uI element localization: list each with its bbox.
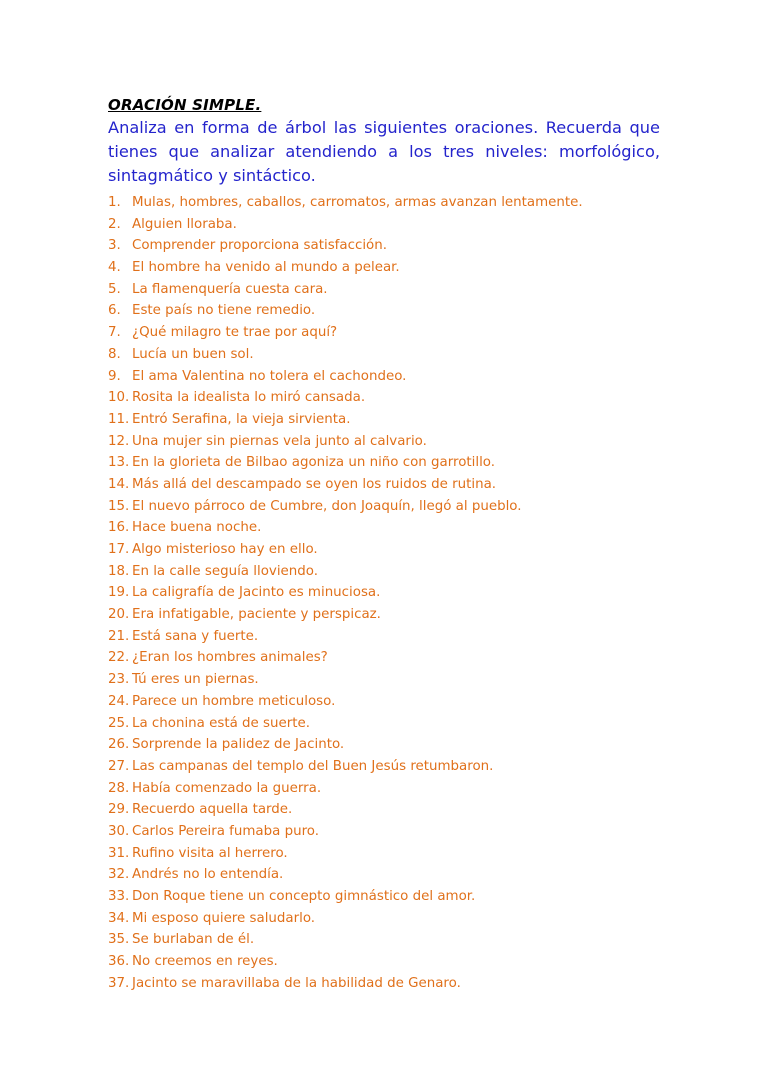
sentence-item bbox=[108, 973, 660, 995]
sentence-number: 13. bbox=[108, 455, 130, 471]
sentence-text: La caligrafía de Jacinto es minuciosa. bbox=[132, 585, 381, 601]
sentence-number: 3. bbox=[108, 238, 121, 254]
sentence-text: No creemos en reyes. bbox=[132, 954, 278, 970]
sentence-text: Era infatigable, paciente y perspicaz. bbox=[132, 607, 381, 623]
sentence-item bbox=[108, 951, 660, 973]
sentence-item bbox=[108, 604, 660, 626]
sentence-number: 37. bbox=[108, 975, 130, 991]
sentence-number: 18. bbox=[108, 563, 130, 579]
sentence-number: 25. bbox=[108, 715, 130, 731]
sentence-item bbox=[108, 582, 660, 604]
sentence-item bbox=[108, 756, 660, 778]
sentence-number: 16. bbox=[108, 520, 130, 536]
sentence-text: Rosita la idealista lo miró cansada. bbox=[132, 390, 366, 406]
sentence-number: 28. bbox=[108, 780, 130, 796]
instructions-paragraph: Analiza en forma de árbol las siguientes oraciones. Recuerda que tienes que analizar atendiendo a los tres niveles: morfológico, sintagmático y sintáctico. bbox=[108, 118, 660, 185]
sentence-item bbox=[108, 431, 660, 453]
sentence-number: 8. bbox=[108, 346, 121, 362]
sentence-text: Sorprende la palidez de Jacinto. bbox=[132, 737, 345, 753]
sentence-item bbox=[108, 192, 660, 214]
sentence-number: 5. bbox=[108, 281, 121, 297]
sentence-number: 21. bbox=[108, 628, 130, 644]
sentence-item bbox=[108, 647, 660, 669]
sentence-text: La flamenquería cuesta cara. bbox=[132, 281, 328, 297]
sentence-item bbox=[108, 713, 660, 735]
sentence-text: Se burlaban de él. bbox=[132, 932, 255, 948]
sentence-text: Está sana y fuerte. bbox=[132, 628, 259, 644]
sentence-number: 26. bbox=[108, 737, 130, 753]
sentence-text: ¿Eran los hombres animales? bbox=[132, 650, 328, 666]
sentence-item bbox=[108, 691, 660, 713]
sentence-item bbox=[108, 799, 660, 821]
sentence-number: 2. bbox=[108, 216, 121, 232]
sentence-item bbox=[108, 929, 660, 951]
sentence-text: Andrés no lo entendía. bbox=[132, 867, 284, 883]
sentence-item bbox=[108, 452, 660, 474]
sentence-item bbox=[108, 257, 660, 279]
sentence-number: 35. bbox=[108, 932, 130, 948]
document-title: ORACIÓN SIMPLE. bbox=[108, 96, 262, 114]
sentence-text: Jacinto se maravillaba de la habilidad de Genaro. bbox=[132, 975, 461, 991]
sentence-text: Entró Serafina, la vieja sirvienta. bbox=[132, 411, 351, 427]
sentence-text: Había comenzado la guerra. bbox=[132, 780, 322, 796]
sentence-text: Recuerdo aquella tarde. bbox=[132, 802, 293, 818]
sentence-number: 17. bbox=[108, 542, 130, 557]
sentence-item bbox=[108, 886, 660, 908]
sentence-text: Comprender proporciona satisfacción. bbox=[132, 238, 387, 254]
sentence-number: 20. bbox=[108, 607, 130, 623]
sentence-text: Mi esposo quiere saludarlo. bbox=[132, 910, 316, 926]
sentence-number: 33. bbox=[108, 889, 130, 904]
sentence-text: Una mujer sin piernas vela junto al calvario. bbox=[132, 433, 427, 449]
sentence-text: El ama Valentina no tolera el cachondeo. bbox=[132, 368, 407, 384]
sentence-number: 11. bbox=[108, 411, 130, 427]
sentence-item bbox=[108, 322, 660, 344]
sentence-item bbox=[108, 517, 660, 539]
sentence-item bbox=[108, 539, 660, 561]
sentence-number: 15. bbox=[108, 498, 130, 514]
sentence-text: El hombre ha venido al mundo a pelear. bbox=[132, 260, 400, 276]
sentence-text: Rufino visita al herrero. bbox=[132, 845, 288, 861]
sentence-item bbox=[108, 387, 660, 409]
sentence-text: El nuevo párroco de Cumbre, don Joaquín, llegó al pueblo. bbox=[132, 498, 522, 514]
sentence-number: 4. bbox=[108, 260, 121, 276]
sentence-number: 30. bbox=[108, 823, 130, 839]
sentence-item bbox=[108, 496, 660, 518]
sentence-item bbox=[108, 778, 660, 800]
sentence-item bbox=[108, 366, 660, 388]
sentence-number: 22. bbox=[108, 650, 130, 666]
sentence-item bbox=[108, 279, 660, 301]
worksheet-page bbox=[108, 94, 660, 994]
sentence-text: Mulas, hombres, caballos, carromatos, armas avanzan lentamente. bbox=[132, 195, 583, 210]
sentence-text: En la glorieta de Bilbao agoniza un niño con garrotillo. bbox=[132, 455, 496, 471]
sentence-number: 23. bbox=[108, 672, 130, 688]
sentence-item bbox=[108, 669, 660, 691]
sentence-number: 27. bbox=[108, 758, 130, 774]
sentence-item bbox=[108, 300, 660, 322]
sentence-text: Carlos Pereira fumaba puro. bbox=[132, 823, 320, 839]
sentence-item bbox=[108, 908, 660, 930]
sentence-number: 1. bbox=[108, 195, 121, 210]
sentence-item bbox=[108, 626, 660, 648]
sentence-number: 6. bbox=[108, 303, 121, 319]
sentence-number: 29. bbox=[108, 802, 130, 818]
sentence-list bbox=[108, 192, 660, 994]
sentence-number: 19. bbox=[108, 585, 130, 601]
sentence-text: En la calle seguía lloviendo. bbox=[132, 563, 318, 579]
sentence-text: Parece un hombre meticuloso. bbox=[132, 693, 336, 709]
sentence-number: 24. bbox=[108, 693, 130, 709]
sentence-text: Lucía un buen sol. bbox=[132, 346, 254, 362]
sentence-text: La chonina está de suerte. bbox=[132, 715, 310, 731]
sentence-number: 31. bbox=[108, 845, 130, 861]
sentence-item bbox=[108, 561, 660, 583]
sentence-text: Alguien lloraba. bbox=[132, 216, 237, 232]
sentence-text: Don Roque tiene un concepto gimnástico del amor. bbox=[132, 889, 476, 904]
sentence-text: Tú eres un piernas. bbox=[132, 672, 259, 688]
sentence-number: 10. bbox=[108, 390, 130, 406]
sentence-text: Hace buena noche. bbox=[132, 520, 262, 536]
sentence-text: ¿Qué milagro te trae por aquí? bbox=[132, 325, 338, 341]
sentence-number: 7. bbox=[108, 325, 121, 341]
sentence-item bbox=[108, 734, 660, 756]
sentence-item bbox=[108, 843, 660, 865]
sentence-item bbox=[108, 235, 660, 257]
sentence-item bbox=[108, 821, 660, 843]
sentence-number: 9. bbox=[108, 368, 121, 384]
sentence-text: Más allá del descampado se oyen los ruidos de rutina. bbox=[132, 476, 497, 492]
sentence-text: Algo misterioso hay en ello. bbox=[132, 542, 318, 557]
sentence-number: 32. bbox=[108, 867, 130, 883]
sentence-item bbox=[108, 344, 660, 366]
sentence-item bbox=[108, 864, 660, 886]
sentence-number: 34. bbox=[108, 910, 130, 926]
sentence-item bbox=[108, 409, 660, 431]
sentence-item bbox=[108, 214, 660, 236]
sentence-number: 14. bbox=[108, 476, 130, 492]
sentence-text: Las campanas del templo del Buen Jesús retumbaron. bbox=[132, 758, 494, 774]
sentence-number: 12. bbox=[108, 433, 130, 449]
sentence-text: Este país no tiene remedio. bbox=[132, 303, 316, 319]
sentence-number: 36. bbox=[108, 954, 130, 970]
sentence-item bbox=[108, 474, 660, 496]
